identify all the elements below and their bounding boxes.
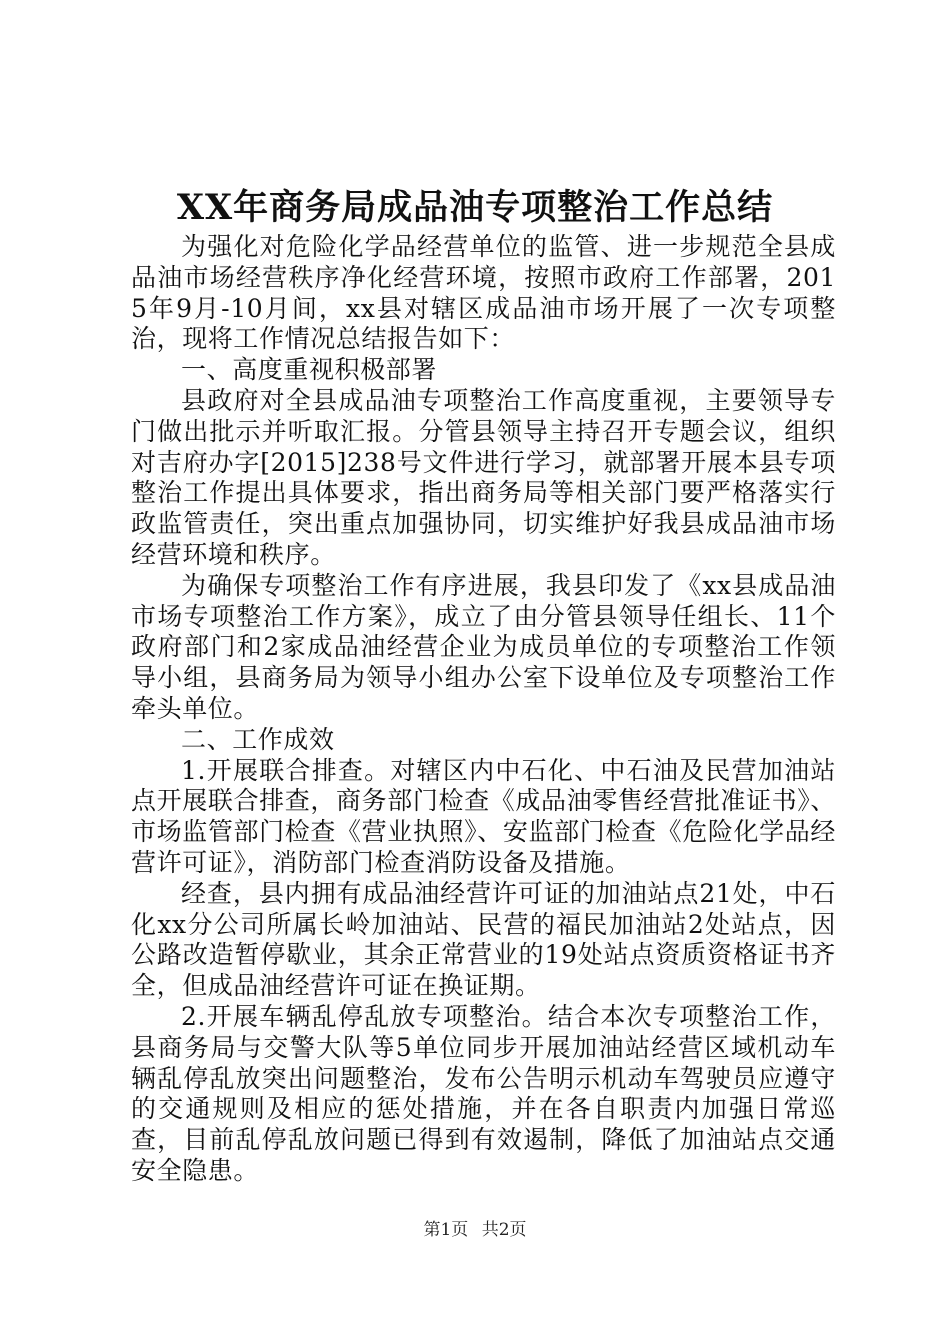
section-heading-1: 一、高度重视积极部署	[181, 355, 438, 385]
section-heading-2: 二、工作成效	[181, 724, 335, 754]
body-paragraph: 县政府对全县成品油专项整治工作高度重视，主要领导专门做出批示并听取汇报。分管县领导主持召开专题会议，组织对吉府办字[2015]238号文件进行学习，就部署开展本县专项整治工作提出具体要求，指出商务局等相关部门要严格落实行政监管责任，突出重点加强协同，切实维护好我县成品油市场经营环境和秩序。	[131, 385, 836, 569]
document-body	[131, 232, 836, 1187]
document-title: XX年商务局成品油专项整治工作总结	[176, 187, 774, 228]
page-number: 第1页	[423, 1220, 469, 1240]
intro-paragraph: 为强化对危险化学品经营单位的监管、进一步规范全县成品油市场经营秩序净化经营环境，按照市政府工作部署，2015年9月-10月间，xx县对辖区成品油市场开展了一次专项整治，现将工作情况总结报告如下：	[131, 232, 836, 354]
body-paragraph: 1.开展联合排查。对辖区内中石化、中石油及民营加油站点开展联合排查，商务部门检查《成品油零售经营批准证书》、市场监管部门检查《营业执照》、安监部门检查《危险化学品经营许可证》，消防部门检查消防设备及措施。	[131, 755, 836, 877]
page-footer	[0, 1218, 950, 1242]
body-paragraph: 2.开展车辆乱停乱放专项整治。结合本次专项整治工作，县商务局与交警大队等5单位同步开展加油站经营区域机动车辆乱停乱放突出问题整治，发布公告明示机动车驾驶员应遵守的交通规则及相应的惩处措施，并在各自职责内加强日常巡查，目前乱停乱放问题已得到有效遏制，降低了加油站点交通安全隐患。	[131, 1001, 836, 1185]
page-total: 共2页	[481, 1220, 527, 1240]
body-paragraph: 经查，县内拥有成品油经营许可证的加油站点21处，中石化xx分公司所属长岭加油站、民营的福民加油站2处站点，因公路改造暂停歇业，其余正常营业的19处站点资质资格证书齐全，但成品油经营许可证在换证期。	[131, 878, 836, 1001]
body-paragraph: 为确保专项整治工作有序进展，我县印发了《xx县成品油市场专项整治工作方案》，成立了由分管县领导任组长、11个政府部门和2家成品油经营企业为成员单位的专项整治工作领导小组，县商务局为领导小组办公室下设单位及专项整治工作牵头单位。	[131, 570, 836, 723]
